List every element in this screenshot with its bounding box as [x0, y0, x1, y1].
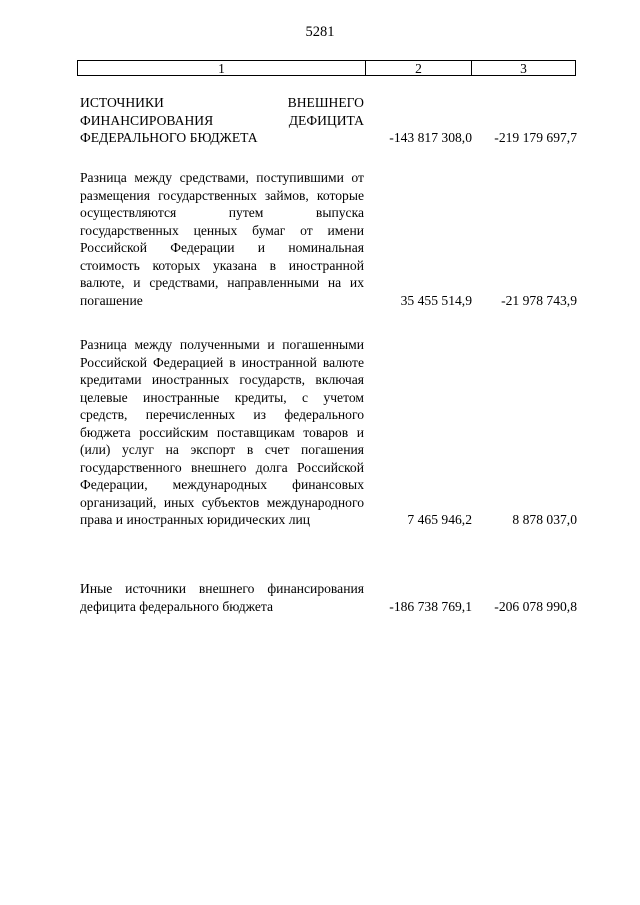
row-description: Разница между средствами, поступившими от размещения государственных займов, которые осуществляются путем выпуска государственных ценных бумаг от имени Российской Федерации и номинальная стоимость которых указана в иностранной валюте, и средствами, направленными на их погашение	[80, 170, 364, 308]
row-value-col3: -21 978 743,9	[501, 292, 577, 308]
column-header-1: 1	[78, 61, 366, 75]
row-value-col3: 8 878 037,0	[512, 512, 577, 527]
row-description: ИСТОЧНИКИ ВНЕШНЕГО ФИНАНСИРОВАНИЯ ДЕФИЦИТА ФЕДЕРАЛЬНОГО БЮДЖЕТА	[80, 95, 364, 145]
row-description: Разница между полученными и погашенными Российской Федерацией в иностранной валюте кредитами иностранных государств, включая целевые иностранные кредиты, с учетом средств, перечисленных из федерального бюджета российским поставщикам товаров и (или) услуг на экспорт в счет погашения государственного внешнего долга Российской Федерации, международных финансовых организаций, иных субъектов международного права и иностранных юридических лиц	[80, 337, 364, 527]
table-header	[77, 60, 576, 76]
row-description: Иные источники внешнего финансирования дефицита федерального бюджета	[80, 581, 364, 614]
table-row-government-securities	[80, 169, 577, 309]
row-value-col3: -219 179 697,7	[494, 130, 577, 145]
table-row-foreign-credits	[80, 336, 577, 529]
column-header-3: 3	[520, 61, 527, 76]
row-value-col2: 7 465 946,2	[407, 512, 472, 527]
table-row-external-sources-total	[80, 94, 577, 147]
row-value-col3: -206 078 990,8	[494, 598, 577, 614]
row-value-col2: -186 738 769,1	[389, 598, 472, 614]
row-value-col2: 35 455 514,9	[400, 292, 472, 308]
page-number: 5281	[305, 24, 335, 40]
table-row-other-sources	[80, 580, 577, 615]
column-header-2: 2	[366, 61, 472, 75]
row-value-col2: -143 817 308,0	[389, 130, 472, 145]
